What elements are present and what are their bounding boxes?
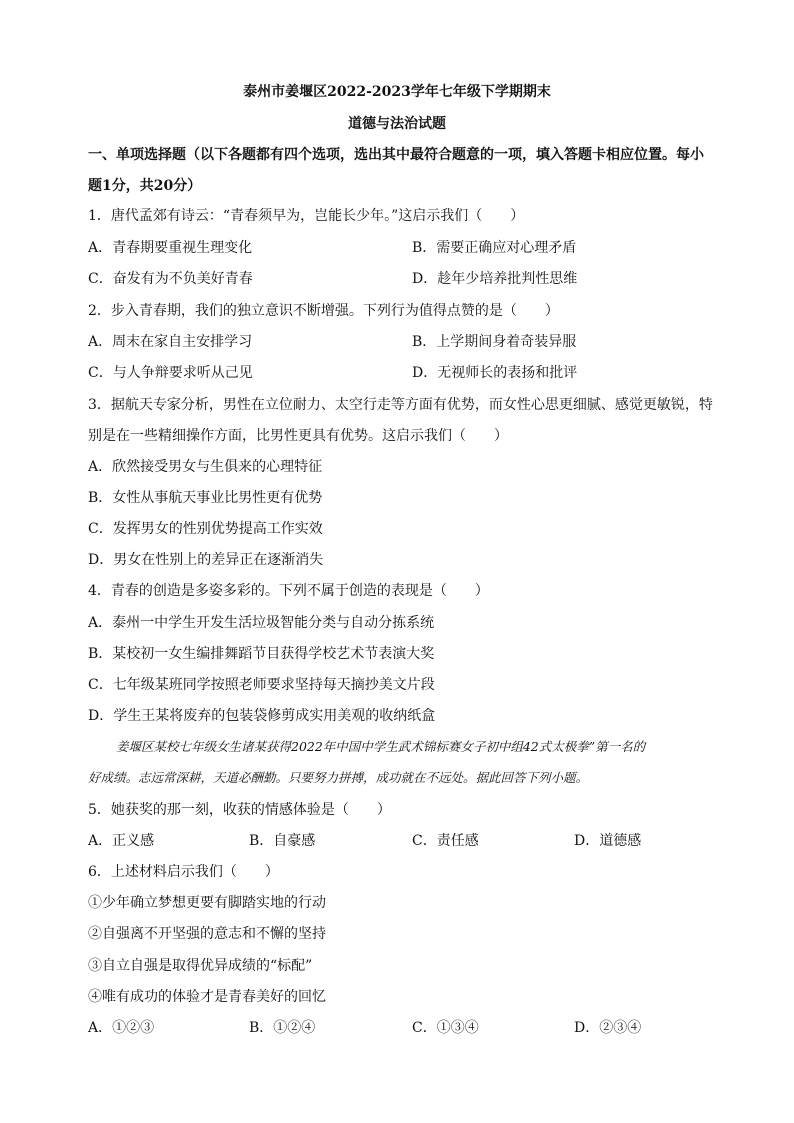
question-5-option-a: A．正义感 — [88, 833, 155, 849]
question-6-option-d: D．②③④ — [574, 1020, 642, 1036]
question-6-option-a: A．①②③ — [88, 1020, 155, 1036]
question-1-option-d: D．趁年少培养批判性思维 — [412, 271, 578, 287]
page-subtitle: 道德与法治试题 — [348, 116, 446, 132]
question-5-option-b: B．自豪感 — [249, 833, 316, 849]
question-3-option-d: D．男女在性别上的差异正在逐渐消失 — [88, 552, 324, 568]
page-title: 泰州市姜堰区2022-2023学年七年级下学期期末 — [243, 84, 551, 100]
question-1-option-c: C．奋发有为不负美好青春 — [88, 271, 253, 287]
question-3-option-c: C．发挥男女的性别优势提高工作实效 — [88, 521, 323, 537]
question-6-stem: 6．上述材料启示我们（ ） — [88, 864, 279, 880]
question-6-statement-3: ③自立自强是取得优异成绩的“标配” — [88, 958, 313, 974]
question-2-option-d: D．无视师长的表扬和批评 — [412, 365, 578, 381]
section-heading-line1: 一、单项选择题（以下各题都有四个选项，选出其中最符合题意的一项，填入答题卡相应位置。每小 — [88, 147, 704, 163]
question-6-option-b: B．①②④ — [249, 1020, 316, 1036]
question-6-option-c: C．①③④ — [412, 1020, 479, 1036]
question-6-statement-4: ④唯有成功的体验才是青春美好的回忆 — [88, 989, 326, 1005]
question-3-stem-line2: 别是在一些精细操作方面，比男性更具有优势。这启示我们（ ） — [88, 428, 508, 444]
question-4-option-a: A．泰州一中学生开发生活垃圾智能分类与自动分拣系统 — [88, 615, 435, 631]
question-2-stem: 2．步入青春期，我们的独立意识不断增强。下列行为值得点赞的是（ ） — [88, 303, 559, 319]
question-2-option-c: C．与人争辩要求听从己见 — [88, 365, 253, 381]
question-2-option-a: A．周末在家自主安排学习 — [88, 334, 253, 350]
material-line2: 好成绩。志远常深耕，天道必酬勤。只要努力拼搏，成功就在不远处。据此回答下列小题。 — [88, 770, 589, 785]
question-1-option-a: A．青春期要重视生理变化 — [88, 240, 253, 256]
question-6-statement-1: ①少年确立梦想更要有脚踏实地的行动 — [88, 895, 326, 911]
question-3-option-b: B．女性从事航天事业比男性更有优势 — [88, 490, 323, 506]
material-line1: 姜堰区某校七年级女生诸某获得2022年中国中学生武术锦标赛女子初中组42式太极拳”第一名的 — [116, 739, 646, 754]
question-1-stem: 1．唐代孟郊有诗云：“青春须早为，岂能长少年。”这启示我们（ ） — [88, 208, 525, 224]
question-3-stem-line1: 3．据航天专家分析，男性在立位耐力、太空行走等方面有优势，而女性心思更细腻、感觉更敏锐，特 — [88, 397, 713, 413]
question-4-stem: 4．青春的创造是多姿多彩的。下列不属于创造的表现是（ ） — [88, 583, 489, 599]
question-5-option-d: D．道德感 — [574, 833, 642, 849]
section-heading-line2: 题1分，共20分） — [88, 178, 202, 194]
question-4-option-b: B．某校初一女生编排舞蹈节目获得学校艺术节表演大奖 — [88, 646, 435, 662]
question-2-option-b: B．上学期间身着奇装异服 — [412, 334, 577, 350]
question-4-option-c: C．七年级某班同学按照老师要求坚持每天摘抄美文片段 — [88, 677, 435, 693]
question-5-stem: 5．她获奖的那一刻，收获的情感体验是（ ） — [88, 802, 391, 818]
question-5-option-c: C．责任感 — [412, 833, 479, 849]
question-3-option-a: A．欣然接受男女与生俱来的心理特征 — [88, 459, 323, 475]
question-1-option-b: B．需要正确应对心理矛盾 — [412, 240, 577, 256]
question-6-statement-2: ②自强离不开坚强的意志和不懈的坚持 — [88, 926, 326, 942]
question-4-option-d: D．学生王某将废弃的包装袋修剪成实用美观的收纳纸盒 — [88, 708, 436, 724]
